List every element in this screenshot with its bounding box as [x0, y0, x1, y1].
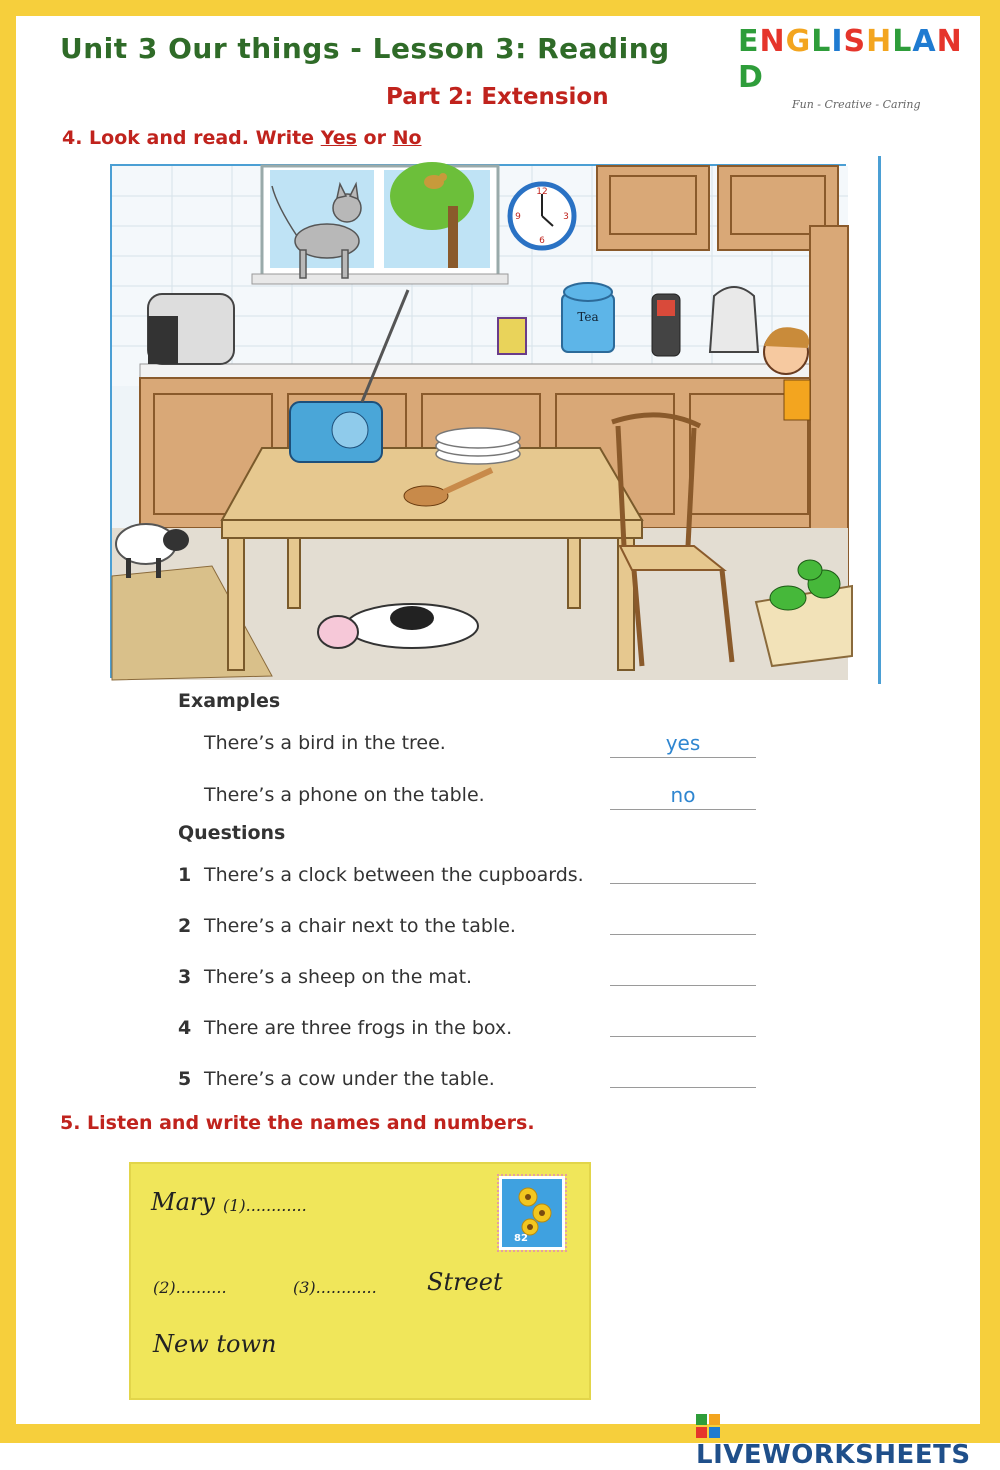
logo-letter: G	[785, 24, 812, 59]
question-number: 4	[178, 1017, 192, 1039]
example-1	[204, 732, 446, 754]
page-title: Unit 3 Our things - Lesson 3: Reading	[60, 32, 670, 65]
address-card	[129, 1162, 591, 1400]
clock-num-3: 3	[563, 212, 569, 222]
logo-letter: N	[936, 24, 963, 59]
question-number: 5	[178, 1068, 192, 1090]
task4-yes: Yes	[320, 127, 357, 149]
blank-3-input[interactable]: (3)............	[293, 1278, 377, 1297]
question-text: There’s a chair next to the table.	[204, 915, 516, 937]
examples-heading: Examples	[178, 690, 281, 712]
question-2	[178, 915, 516, 937]
part-heading: Part 2: Extension	[386, 84, 609, 110]
logo-wordmark	[738, 24, 968, 96]
task5-heading: 5. Listen and write the names and numbers.	[60, 1112, 535, 1134]
question-3	[178, 966, 472, 988]
card-name: Mary	[151, 1188, 215, 1216]
counter-top	[140, 364, 820, 378]
task4-prefix: 4. Look and read. Write	[62, 127, 321, 149]
kettle	[710, 287, 758, 352]
question-text: There are three frogs in the box.	[204, 1017, 513, 1039]
example-2	[204, 784, 485, 806]
question-text: There’s a clock between the cupboards.	[204, 864, 584, 886]
clock-num-9: 9	[515, 212, 521, 222]
wall-clock	[510, 184, 574, 248]
footer-brand: LIVEWORKSHEETS	[696, 1440, 971, 1470]
answer-input-2[interactable]	[610, 905, 756, 935]
clock-num-6: 6	[539, 236, 545, 246]
logo-letter: H	[866, 24, 893, 59]
stamp-value: 82	[514, 1233, 528, 1244]
question-text: There’s a cow under the table.	[204, 1068, 495, 1090]
example-1-answer: yes	[610, 728, 756, 758]
question-5	[178, 1068, 495, 1090]
liveworksheets-icon	[696, 1414, 720, 1438]
question-number: 3	[178, 966, 192, 988]
card-street: Street	[427, 1268, 503, 1296]
card-town: New town	[153, 1330, 277, 1358]
answer-input-4[interactable]	[610, 1007, 756, 1037]
logo-letter: L	[892, 24, 913, 59]
example-2-answer: no	[610, 780, 756, 810]
question-4	[178, 1017, 512, 1039]
worksheet	[16, 16, 980, 1470]
upper-cupboards	[597, 166, 838, 250]
question-text: There’s a sheep on the mat.	[204, 966, 473, 988]
logo-letter: L	[811, 24, 832, 59]
question-number: 2	[178, 915, 192, 937]
logo-letter: S	[843, 24, 867, 59]
mug	[498, 318, 526, 354]
answer-input-5[interactable]	[610, 1058, 756, 1088]
tea-jar-label: Tea	[577, 310, 599, 324]
logo-letter: E	[738, 24, 760, 59]
logo-letter: N	[759, 24, 786, 59]
example-text: There’s a bird in the tree.	[204, 732, 446, 754]
answer-input-3[interactable]	[610, 956, 756, 986]
tea-jar	[562, 283, 614, 352]
liveworksheets-footer	[696, 1410, 980, 1470]
kitchen-illustration	[110, 164, 846, 678]
questions-heading: Questions	[178, 822, 286, 844]
englishland-logo	[738, 24, 968, 111]
logo-letter: D	[738, 60, 764, 95]
clock-num-12: 12	[536, 187, 548, 197]
task4-no: No	[392, 127, 422, 149]
illustration-border	[878, 156, 881, 684]
blank-2-input[interactable]: (2)..........	[153, 1278, 227, 1297]
kitchen-scene	[112, 166, 848, 680]
sunflower-stamp-image	[502, 1179, 562, 1247]
task4-heading	[62, 127, 422, 149]
task4-or: or	[356, 127, 393, 149]
logo-tagline: Fun - Creative - Caring	[792, 98, 921, 111]
question-number: 1	[178, 864, 192, 886]
postage-stamp	[499, 1176, 565, 1250]
example-text: There’s a phone on the table.	[204, 784, 485, 806]
answer-input-1[interactable]	[610, 854, 756, 884]
phone	[652, 294, 680, 356]
logo-letter: A	[912, 24, 937, 59]
plates	[436, 428, 520, 464]
logo-letter: I	[831, 24, 844, 59]
toaster	[148, 294, 234, 364]
question-1	[178, 864, 584, 886]
blank-1-input[interactable]: (1)............	[223, 1196, 307, 1215]
